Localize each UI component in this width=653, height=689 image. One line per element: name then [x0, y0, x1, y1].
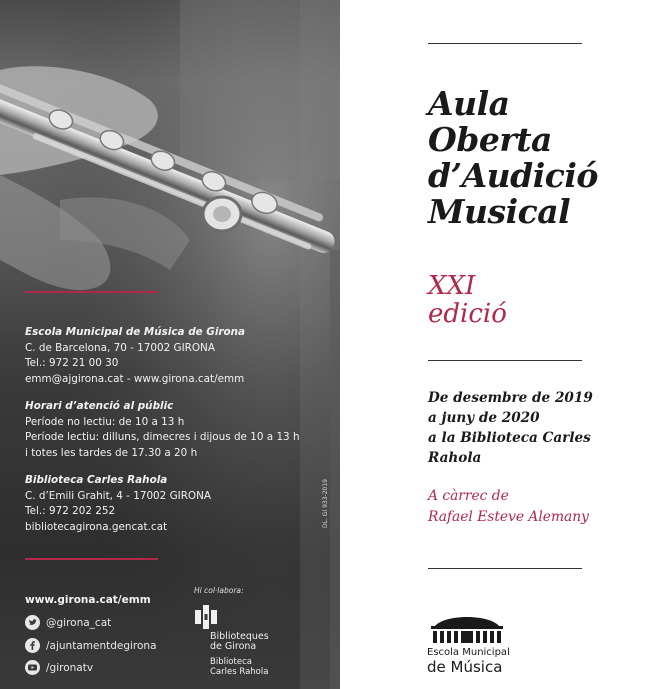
carrec-line-1: A càrrec de — [428, 488, 509, 504]
dates-line-4: Rahola — [428, 450, 482, 466]
library-address: C. d’Emili Grahit, 4 - 17002 GIRONA — [25, 489, 211, 502]
left-bottom-divider — [25, 558, 158, 560]
school-name: Escola Municipal de Música de Girona — [25, 326, 246, 338]
legal-deposit — [322, 518, 329, 528]
edition — [428, 272, 507, 328]
logo-line-2: de Música — [427, 658, 503, 676]
social-twitter[interactable] — [25, 615, 111, 630]
hours-line-1: Període no lectiu: de 10 a 13 h — [25, 415, 185, 428]
social-youtube-label: /gironatv — [46, 661, 94, 674]
school-address: C. de Barcelona, 70 - 17002 GIRONA — [25, 341, 215, 354]
library-web[interactable]: bibliotecagirona.gencat.cat — [25, 520, 168, 533]
dates-line-3: a la Biblioteca Carles — [428, 430, 591, 446]
website-link[interactable]: www.girona.cat/emm — [25, 594, 151, 606]
collab-line-2: de Girona — [210, 641, 257, 652]
carrec-line-2: Rafael Esteve Alemany — [428, 509, 589, 525]
libraries-logo-icon — [194, 604, 218, 630]
twitter-icon — [25, 615, 40, 630]
social-facebook[interactable] — [25, 638, 157, 653]
title-line-4: Musical — [428, 192, 571, 231]
youtube-icon — [25, 660, 40, 675]
hours-heading: Horari d’atenció al públic — [25, 400, 174, 412]
social-twitter-label: @girona_cat — [46, 616, 112, 629]
school-info — [25, 325, 245, 387]
left-top-divider — [25, 291, 158, 293]
school-phone: Tel.: 972 21 00 30 — [25, 357, 119, 369]
library-info — [25, 473, 211, 535]
dates-line-1: De desembre de 2019 — [428, 390, 593, 406]
dates-line-2: a juny de 2020 — [428, 410, 540, 426]
school-contact[interactable]: emm@ajgirona.cat - www.girona.cat/emm — [25, 372, 245, 385]
hours-line-2: Període lectiu: dilluns, dimecres i dijous de 10 a 13 h — [25, 431, 300, 443]
right-divider-1 — [428, 43, 582, 44]
edition-line-2: edició — [428, 299, 507, 329]
right-divider-3 — [428, 568, 582, 569]
library-phone: Tel.: 972 202 252 — [25, 505, 116, 517]
page-title — [428, 86, 598, 230]
social-facebook-label: /ajuntamentdegirona — [46, 639, 157, 652]
social-youtube[interactable] — [25, 660, 93, 675]
performer — [428, 486, 589, 528]
hours-line-3: i totes les tardes de 17.30 a 20 h — [25, 446, 198, 459]
logo-line-1: Escola Municipal — [427, 647, 510, 658]
facebook-icon — [25, 638, 40, 653]
title-line-3: d’Audició — [428, 156, 598, 195]
collab-line-3: Biblioteca — [210, 657, 252, 667]
right-divider-2 — [428, 360, 582, 361]
collab-label: Hi col·labora: — [194, 586, 244, 595]
school-logo-icon — [427, 612, 507, 644]
library-name: Biblioteca Carles Rahola — [25, 474, 168, 486]
event-dates — [428, 388, 593, 468]
collab-line-1: Biblioteques — [210, 631, 269, 642]
title-line-2: Oberta — [428, 120, 552, 159]
title-line-1: Aula — [428, 84, 510, 123]
edition-line-1: XXI — [428, 271, 476, 301]
hours-info — [25, 399, 300, 461]
collab-line-4: Carles Rahola — [210, 667, 269, 677]
